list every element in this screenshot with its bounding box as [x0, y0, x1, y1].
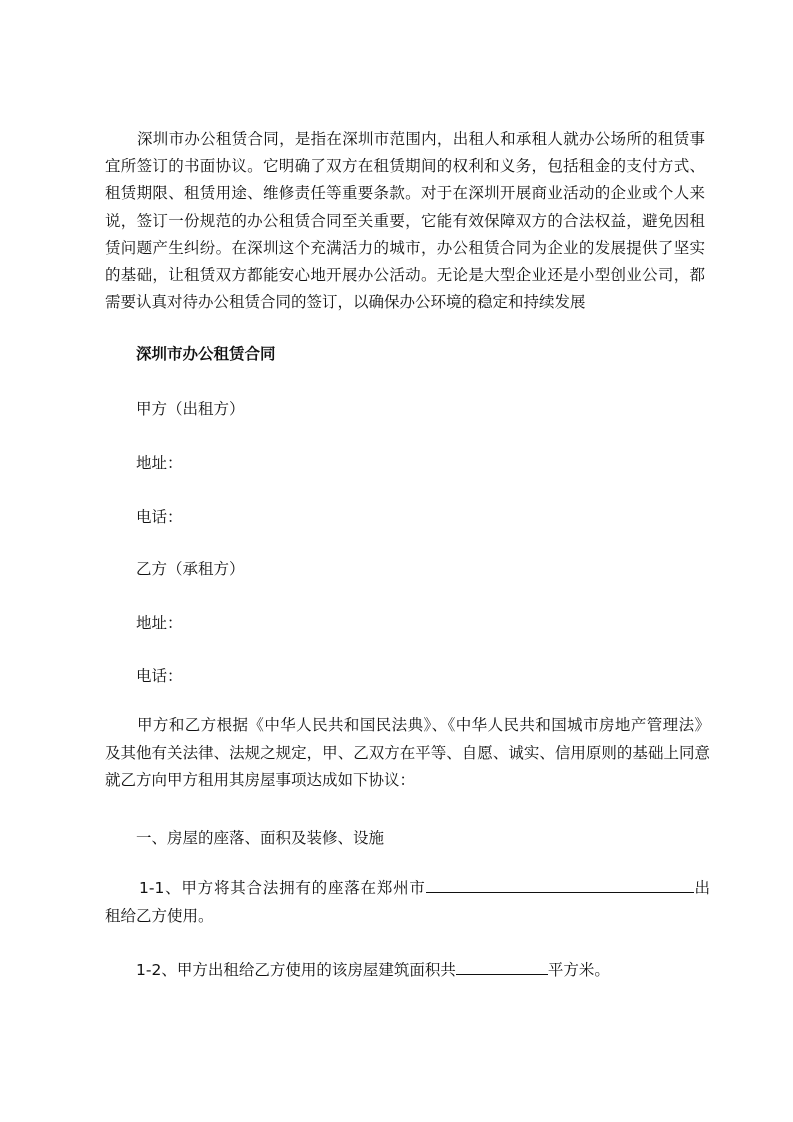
clause-1-2-prefix: 1-2、甲方出租给乙方使用的该房屋建筑面积共	[136, 961, 456, 979]
section-1-title: 一、房屋的座落、面积及装修、设施	[136, 829, 385, 847]
party-a-phone-label: 电话：	[136, 508, 183, 526]
party-b-phone-label: 电话：	[136, 667, 183, 685]
clause-1-1-suffix: 出租给乙方使用。	[105, 879, 710, 925]
preamble-paragraph: 甲方和乙方根据《中华人民共和国民法典》、《中华人民共和国城市房地产管理法》及其他有关法律、法规之规定，甲、乙双方在平等、自愿、诚实、信用原则的基础上同意就乙方向甲方租用其房屋事项达成如下协议：	[105, 716, 710, 789]
building-area-blank	[456, 959, 548, 975]
party-b-heading: 乙方（承租方）	[136, 560, 245, 578]
party-a-heading: 甲方（出租方）	[136, 400, 245, 418]
intro-paragraph: 深圳市办公租赁合同，是指在深圳市范围内，出租人和承租人就办公场所的租赁事宜所签订的书面协议。它明确了双方在租赁期间的权利和义务，包括租金的支付方式、租赁期限、租赁用途、维修责任等重要条款。对于在深圳开展商业活动的企业或个人来说，签订一份规范的办公租赁合同至关重要，它能有效保障双方的合法权益，避免因租赁问题产生纠纷。在深圳这个充满活力的城市，办公租赁合同为企业的发展提供了坚实的基础，让租赁双方都能安心地开展办公活动。无论是大型企业还是小型创业公司，都需要认真对待办公租赁合同的签订，以确保办公环境的稳定和持续发展	[105, 130, 705, 312]
party-a-address-label: 地址：	[136, 454, 183, 472]
clause-1-2-suffix: 平方米。	[547, 961, 610, 979]
contract-title: 深圳市办公租赁合同	[136, 345, 276, 363]
party-b-address-label: 地址：	[136, 614, 183, 632]
clause-1-1	[105, 875, 710, 930]
property-location-blank	[426, 877, 694, 893]
clause-1-2	[136, 958, 610, 980]
clause-1-1-prefix: 1-1、甲方将其合法拥有的座落在郑州市	[139, 879, 426, 897]
